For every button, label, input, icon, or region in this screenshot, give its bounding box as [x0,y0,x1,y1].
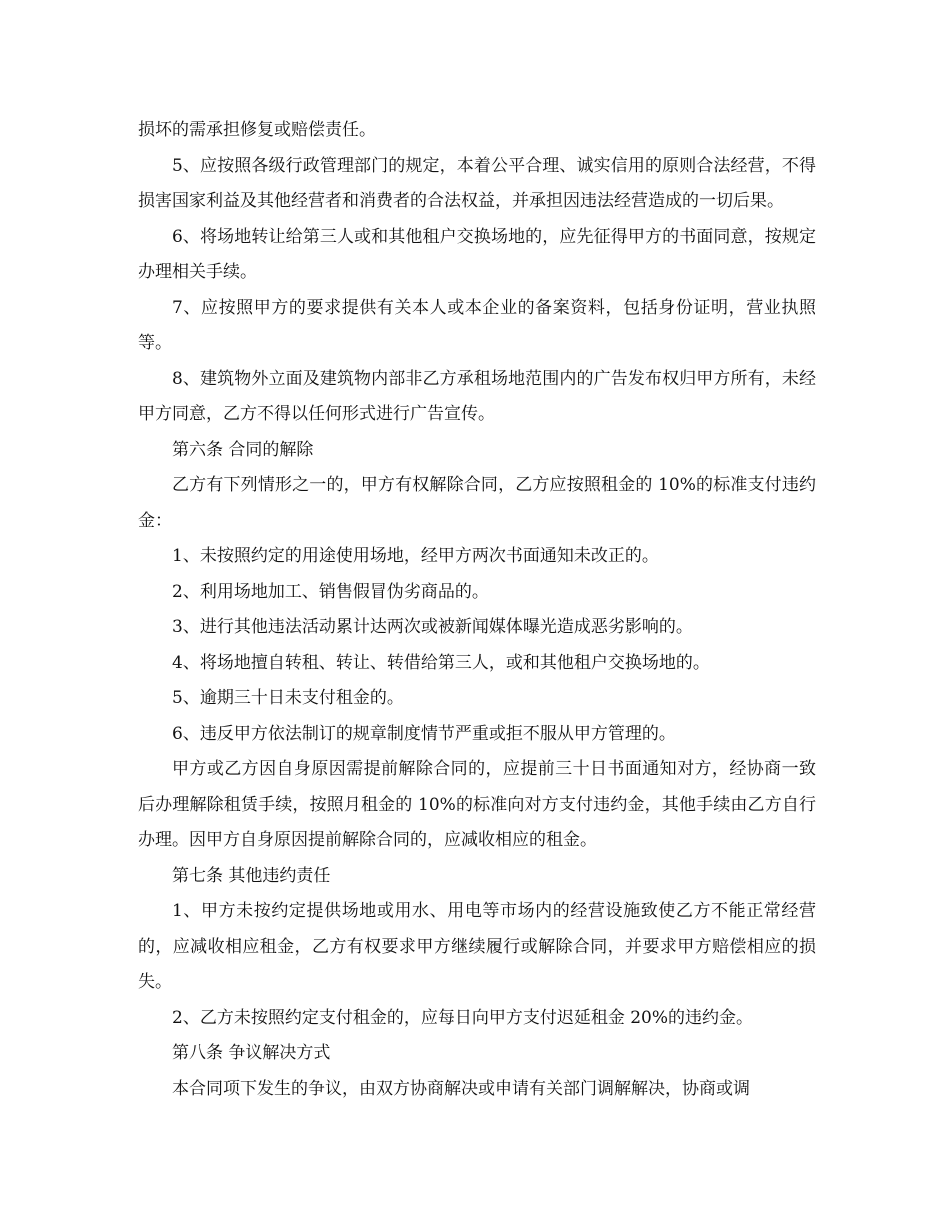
article-6-item-4: 4、将场地擅自转租、转让、转借给第三人，或和其他租户交换场地的。 [172,652,710,673]
clause-7-paragraph: 7、应按照甲方的要求提供有关本人或本企业的备案资料，包括身份证明，营业执照等。 [138,297,816,353]
document-body [138,113,816,1107]
article-6-intro: 乙方有下列情形之一的，甲方有权解除合同，乙方应按照租金的 10%的标准支付违约金： [138,475,816,531]
article-6-item-6: 6、违反甲方依法制订的规章制度情节严重或拒不服从甲方管理的。 [172,723,676,744]
article-7-item-1: 1、甲方未按约定提供场地或用水、用电等市场内的经营设施致使乙方不能正常经营的，应减收相应租金，乙方有权要求甲方继续履行或解除合同，并要求甲方赔偿相应的损失。 [138,901,816,992]
article-7-heading: 第七条 其他违约责任 [172,865,331,886]
clause-8-paragraph: 8、建筑物外立面及建筑物内部非乙方承租场地范围内的广告发布权归甲方所有，未经甲方同意，乙方不得以任何形式进行广告宣传。 [138,368,816,424]
article-6-item-3: 3、进行其他违法活动累计达两次或被新闻媒体曝光造成恶劣影响的。 [172,617,693,637]
article-8-heading: 第八条 争议解决方式 [172,1043,331,1063]
article-7-item-2: 2、乙方未按照约定支付租金的，应每日向甲方支付迟延租金 20%的违约金。 [172,1007,754,1028]
clause-5-paragraph: 5、应按照各级行政管理部门的规定，本着公平合理、诚实信用的原则合法经营，不得损害国家利益及其他经营者和消费者的合法权益，并承担因违法经营造成的一切后果。 [138,155,816,211]
clause-6-paragraph: 6、将场地转让给第三人或和其他租户交换场地的，应先征得甲方的书面同意，按规定办理相关手续。 [138,226,816,282]
article-6-item-2: 2、利用场地加工、销售假冒伪劣商品的。 [172,581,489,602]
article-6-item-1: 1、未按照约定的用途使用场地，经甲方两次书面通知未改正的。 [172,546,659,566]
early-termination-paragraph: 甲方或乙方因自身原因需提前解除合同的，应提前三十日书面通知对方，经协商一致后办理解除租赁手续，按照月租金的 10%的标准向对方支付违约金，其他手续由乙方自行办理。因甲方自身原因提前解除合同的，应减收相应的租金。 [138,759,816,850]
article-6-item-5: 5、逾期三十日未支付租金的。 [172,688,404,708]
article-8-paragraph: 本合同项下发生的争议，由双方协商解决或申请有关部门调解解决，协商或调 [172,1078,750,1099]
article-6-heading: 第六条 合同的解除 [172,439,314,460]
paragraph: 损坏的需承担修复或赔偿责任。 [138,120,376,140]
